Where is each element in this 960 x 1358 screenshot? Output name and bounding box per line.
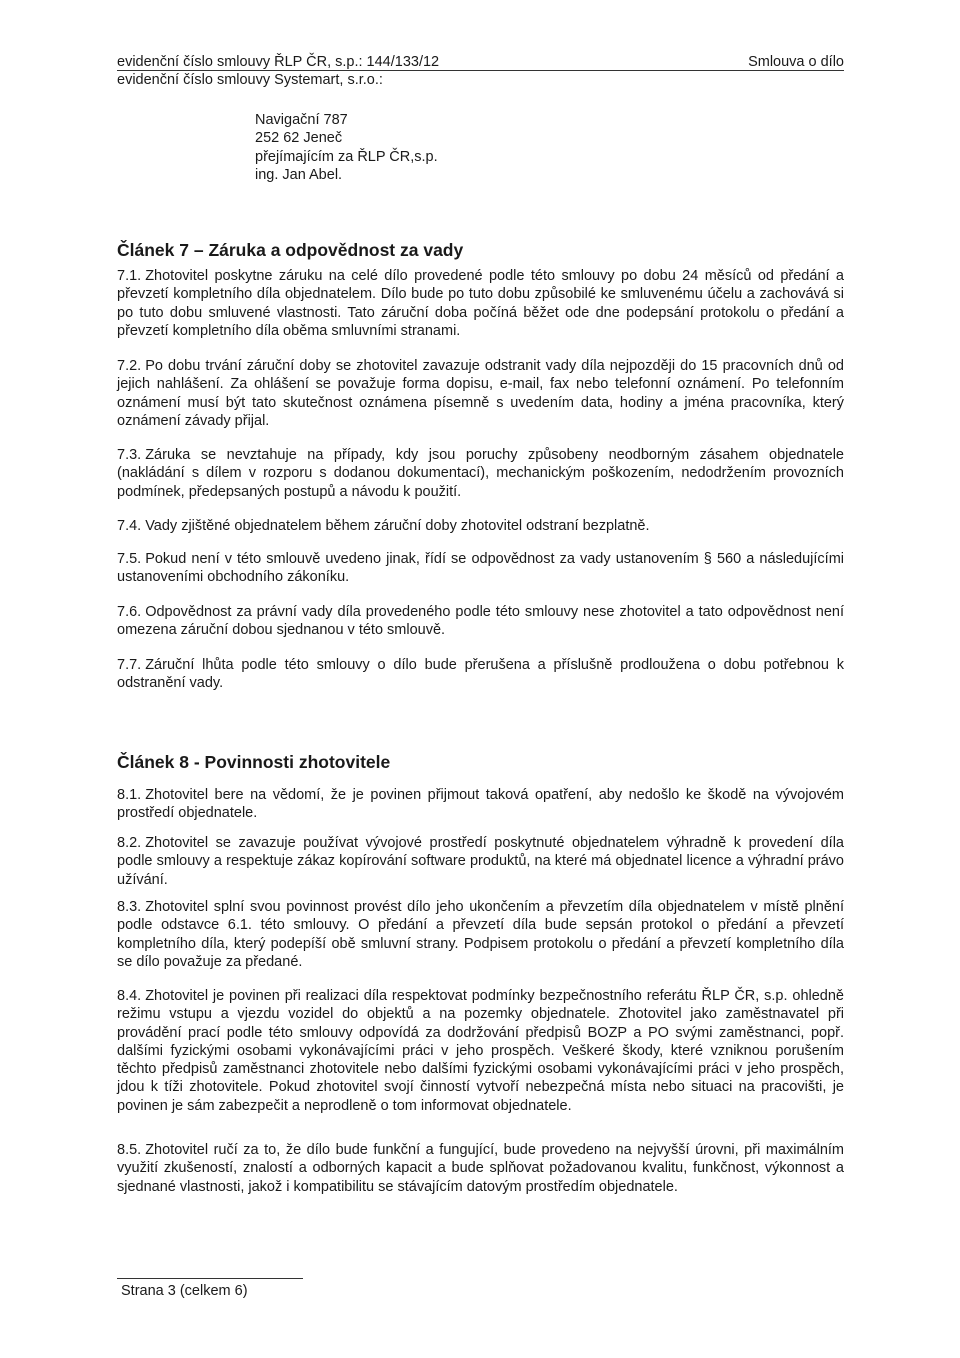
paragraph-text: Vady zjištěné objednatelem během záruční doby zhotovitel odstraní bezplatně. bbox=[145, 518, 650, 534]
paragraph-text: Pokud není v této smlouvě uvedeno jinak, řídí se odpovědnost za vady ustanovením § 560 a následujícími ustanoveními obchodního zákoníku. bbox=[117, 551, 844, 586]
paragraph-8-5 bbox=[117, 1141, 844, 1196]
paragraph-number: 8.3. bbox=[117, 899, 142, 915]
paragraph-number: 7.1. bbox=[117, 268, 142, 284]
address-street: Navigační 787 bbox=[255, 112, 348, 128]
page-number: Strana 3 (celkem 6) bbox=[121, 1283, 248, 1299]
address-city: 252 62 Jeneč bbox=[255, 130, 343, 147]
paragraph-number: 7.3. bbox=[117, 447, 142, 463]
contract-number-systemart: evidenční číslo smlouvy Systemart, s.r.o.: bbox=[117, 72, 383, 88]
paragraph-number: 8.2. bbox=[117, 835, 142, 851]
paragraph-8-4 bbox=[117, 987, 844, 1115]
article-8-title: Článek 8 - Povinnosti zhotovitele bbox=[117, 752, 391, 772]
paragraph-number: 8.4. bbox=[117, 988, 142, 1004]
address-receiver: přejímajícím za ŘLP ČR,s.p. bbox=[255, 148, 438, 165]
paragraph-7-4 bbox=[117, 517, 844, 535]
paragraph-text: Zhotovitel bere na vědomí, že je povinen přijmout taková opatření, aby nedošlo ke škodě na vývojovém prostředí objednatele. bbox=[117, 787, 844, 822]
paragraph-number: 8.5. bbox=[117, 1142, 142, 1158]
paragraph-7-3 bbox=[117, 446, 844, 501]
article-7-title: Článek 7 – Záruka a odpovědnost za vady bbox=[117, 240, 464, 260]
paragraph-text: Odpovědnost za právní vady díla provedeného podle této smlouvy nese zhotovitel a tato odpovědnost není omezena záruční dobou sjednanou v této smlouvě. bbox=[117, 604, 844, 639]
paragraph-text: Zhotovitel splní svou povinnost provést dílo jeho ukončením a převzetím díla objednatelem v místě plnění podle odstavce 6.1. této smlouvy. O předání a převzetí díla bude sepsán protokol o předání a převzetí kompletního díla, který podepíší obě smluvní strany. Podpisem protokolu o předání a převzetí kompletního díla se dílo považuje za předané. bbox=[117, 899, 844, 970]
contract-number-rlp: evidenční číslo smlouvy ŘLP ČR, s.p.: 144/133/12 bbox=[117, 54, 440, 70]
paragraph-text: Záruční lhůta podle této smlouvy o dílo bude přerušena a příslušně prodloužena o dobu potřebnou k odstranění vady. bbox=[117, 657, 844, 692]
address-block bbox=[255, 111, 438, 184]
header-line bbox=[117, 54, 844, 71]
paragraph-8-1 bbox=[117, 786, 844, 823]
address-person: ing. Jan Abel. bbox=[255, 166, 343, 183]
paragraph-number: 7.5. bbox=[117, 551, 142, 567]
paragraph-7-2 bbox=[117, 357, 844, 430]
paragraph-number: 7.4. bbox=[117, 518, 142, 534]
paragraph-7-6 bbox=[117, 603, 844, 640]
paragraph-8-2 bbox=[117, 834, 844, 889]
paragraph-7-1 bbox=[117, 267, 844, 340]
paragraph-text: Zhotovitel ručí za to, že dílo bude funkční a fungující, bude provedeno na nejvyšší úrovni, při maximálním využití zkušeností, znalostí a odborných kapacit a bude splňovat požadovanou kvalitu, funkčnost, výkonnost a sjednané vlastnosti, jakož i kompatibilitu se stávajícím datovým prostředím objednatele. bbox=[117, 1142, 844, 1195]
paragraph-number: 7.7. bbox=[117, 657, 142, 673]
paragraph-text: Zhotovitel poskytne záruku na celé dílo provedené podle této smlouvy po dobu 24 měsíců od předání a převzetí kompletního díla objednatelem. Dílo bude po tuto dobu způsobilé ke smluvenému účelu a zachovává si po tuto dobu smluvené vlastnosti. Tato záruční doba počíná běžet ode dne podepsání protokolu o předání a převzetí kompletního díla oběma smluvními stranami. bbox=[117, 268, 844, 339]
paragraph-7-7 bbox=[117, 656, 844, 693]
paragraph-7-5 bbox=[117, 550, 844, 587]
paragraph-text: Po dobu trvání záruční doby se zhotovitel zavazuje odstranit vady díla nejpozději do 15 pracovních dnů od jejich nahlášení. Za ohlášení se považuje forma dopisu, e-mail, fax nebo telefonní oznámení. Po telefonním oznámení musí být tato skutečnost oznámena písemně s uvedením data, hodiny a jména pracovníka, který oznámení závady přijal. bbox=[117, 358, 844, 429]
paragraph-text: Záruka se nevztahuje na případy, kdy jsou poruchy způsobeny neodborným zásahem objednatele (nakládání s dílem v rozporu s dodanou dokumentací), mechanickým poškozením, nedodržením provozních podmínek, předepsaných postupů a návodu k použití. bbox=[117, 447, 844, 500]
paragraph-text: Zhotovitel je povinen při realizaci díla respektovat podmínky bezpečnostního referátu ŘLP ČR, s.p. ohledně režimu vstupu a vjezdu vozidel do objektů a na pozemky objednatele. Zhotovitel jako zaměstnavatel při provádění prací podle této smlouvy odpovídá za dodržování předpisů BOZP a PO svými zaměstnanci, popř. dalšími fyzickými osobami vykonávajícími práci v jeho prospěch. Veškeré škody, které vzniknou porušením těchto předpisů zaměstnanci zhotovitele nebo dalšími fyzickými osobami vykonávajícími práci v jeho prospěch, jdou k tíži zhotovitele. Pokud zhotovitel svojí činností vytvoří nebezpečná místa nebo situaci na pracovišti, je povinen je sám zabezpečit a neprodleně o tom informovat objednatele. bbox=[117, 988, 844, 1114]
paragraph-text: Zhotovitel se zavazuje používat vývojové prostředí poskytnuté objednatelem výhradně k provedení díla podle smlouvy a respektuje zákaz kopírování software produktů, na které má objednatel licence a výhradní právo užívání. bbox=[117, 835, 844, 888]
page-header bbox=[117, 54, 844, 88]
paragraph-number: 8.1. bbox=[117, 787, 142, 803]
paragraph-8-3 bbox=[117, 898, 844, 971]
document-type: Smlouva o dílo bbox=[748, 54, 844, 70]
paragraph-number: 7.6. bbox=[117, 604, 142, 620]
paragraph-number: 7.2. bbox=[117, 358, 142, 374]
footer-divider bbox=[117, 1278, 303, 1279]
